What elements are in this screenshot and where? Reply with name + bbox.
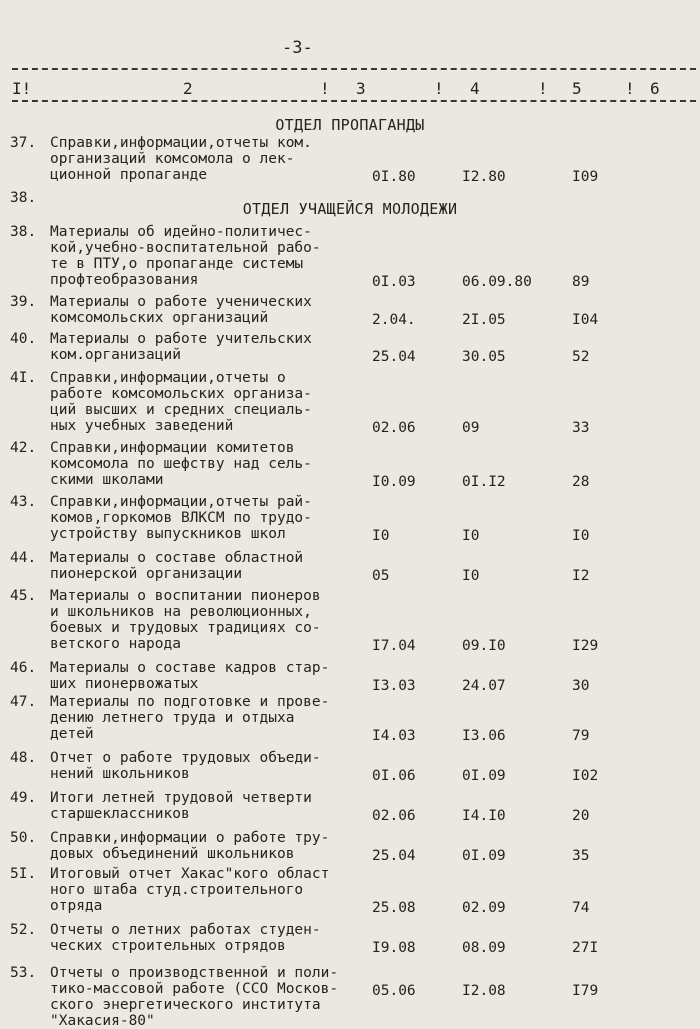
header-col-6: 6 (650, 79, 660, 98)
page-number: -3- (282, 38, 313, 58)
item-title (50, 331, 370, 363)
item-title-line: ных учебных заведений (50, 418, 234, 434)
item-title (50, 750, 370, 782)
item-title-line: ционной пропаганде (50, 167, 208, 183)
item-number: 44. (10, 550, 37, 566)
start-date: 02.06 (372, 808, 416, 824)
item-title-line: Материалы о составе областной (50, 550, 304, 566)
start-date: 0I.06 (372, 768, 416, 784)
end-date: 02.09 (462, 900, 506, 916)
start-date: 2.04. (372, 312, 416, 328)
start-date: I0 (372, 528, 390, 544)
sheet-count: I02 (572, 768, 599, 784)
header-separator: ! (625, 79, 635, 98)
item-number: 37. (10, 135, 37, 151)
start-date: 0I.03 (372, 274, 416, 290)
start-date: I7.04 (372, 638, 416, 654)
sheet-count: 20 (572, 808, 590, 824)
item-title-line: тико-массовой работе (ССО Москов- (50, 981, 339, 997)
start-date: 05 (372, 568, 390, 584)
item-title-line: Материалы о воспитании пионеров (50, 588, 321, 604)
item-title (50, 830, 370, 862)
start-date: I9.08 (372, 940, 416, 956)
item-title-line: Справки,информации,отчеты о (50, 370, 286, 386)
header-col-5: 5 (572, 79, 582, 98)
sheet-count: 33 (572, 420, 590, 436)
end-date: 2I.05 (462, 312, 506, 328)
item-title (50, 922, 370, 954)
item-number: 50. (10, 830, 37, 846)
start-date: I0.09 (372, 474, 416, 490)
sheet-count: 28 (572, 474, 590, 490)
item-title-line: ком.организаций (50, 347, 181, 363)
item-title-line: "Хакасия-80" (50, 1013, 155, 1029)
header-separator: ! (538, 79, 548, 98)
item-title-line: Итоговый отчет Хакас"кого област (50, 866, 330, 882)
item-title-line: пионерской организации (50, 566, 243, 582)
item-number: 5I. (10, 866, 37, 882)
item-number: 43. (10, 494, 37, 510)
header-separator: ! (434, 79, 444, 98)
item-title-line: профтеобразования (50, 272, 199, 288)
item-number: 46. (10, 660, 37, 676)
end-date: 0I.09 (462, 848, 506, 864)
start-date: 02.06 (372, 420, 416, 436)
item-title-line: Отчеты о летних работах студен- (50, 922, 321, 938)
item-title (50, 866, 370, 914)
item-title-line: детей (50, 726, 94, 742)
end-date: I0 (462, 568, 480, 584)
item-number: 45. (10, 588, 37, 604)
item-title-line: отряда (50, 898, 103, 914)
item-title (50, 790, 370, 822)
end-date: I3.06 (462, 728, 506, 744)
start-date: I4.03 (372, 728, 416, 744)
item-title (50, 694, 370, 742)
header-bottom-rule (12, 100, 696, 102)
item-title-line: комов,горкомов ВЛКСМ по трудо- (50, 510, 312, 526)
sheet-count: I09 (572, 169, 599, 185)
sheet-count: I2 (572, 568, 590, 584)
item-title (50, 440, 370, 488)
item-title-line: боевых и трудовых традициях со- (50, 620, 321, 636)
header-col-4: 4 (470, 79, 480, 98)
item-number: 4I. (10, 370, 37, 386)
start-date: 25.08 (372, 900, 416, 916)
item-title (50, 660, 370, 692)
sheet-count: 74 (572, 900, 590, 916)
item-title (50, 494, 370, 542)
end-date: 0I.I2 (462, 474, 506, 490)
item-title-line: те в ПТУ,о пропаганде системы (50, 256, 304, 272)
sheet-count: 35 (572, 848, 590, 864)
item-title-line: Справки,информации комитетов (50, 440, 295, 456)
item-title-line: скими школами (50, 472, 164, 488)
item-number: 38. (10, 224, 37, 240)
section-heading-student-youth: ОТДЕЛ УЧАЩЕЙСЯ МОЛОДЕЖИ (242, 200, 458, 218)
start-date: 25.04 (372, 848, 416, 864)
end-date: I2.08 (462, 983, 506, 999)
item-title-line: дению летнего труда и отдыха (50, 710, 295, 726)
start-date: I3.03 (372, 678, 416, 694)
header-top-rule (12, 68, 696, 70)
sheet-count: 27I (572, 940, 599, 956)
item-title-line: Итоги летней трудовой четверти (50, 790, 312, 806)
item-number: 42. (10, 440, 37, 456)
item-title-line: ческих строительных отрядов (50, 938, 286, 954)
item-title-line: Отчеты о производственной и поли- (50, 965, 339, 981)
end-date: 0I.09 (462, 768, 506, 784)
start-date: 25.04 (372, 349, 416, 365)
item-title-line: Справки,информации,отчеты ком. (50, 135, 312, 151)
end-date: I4.I0 (462, 808, 506, 824)
item-title-line: Справки,информации,отчеты рай- (50, 494, 312, 510)
item-title-line: организаций комсомола о лек- (50, 151, 295, 167)
item-title (50, 370, 370, 434)
end-date: 24.07 (462, 678, 506, 694)
item-title-line: ций высших и средних специаль- (50, 402, 312, 418)
header-col-1: I! (12, 79, 32, 98)
header-separator: ! (320, 79, 330, 98)
item-title-line: кой,учебно-воспитательной рабо- (50, 240, 321, 256)
section-heading-propaganda: ОТДЕЛ ПРОПАГАНДЫ (275, 116, 425, 134)
end-date: 08.09 (462, 940, 506, 956)
item-title-line: ших пионервожатых (50, 676, 199, 692)
item-title-line: и школьников на революционных, (50, 604, 312, 620)
item-number: 48. (10, 750, 37, 766)
sheet-count: 89 (572, 274, 590, 290)
item-title-line: довых объединений школьников (50, 846, 295, 862)
item-title-line: Материалы об идейно-политичес- (50, 224, 312, 240)
item-title (50, 965, 370, 1029)
header-col-2: 2 (183, 79, 193, 98)
end-date: 09.I0 (462, 638, 506, 654)
item-number: 40. (10, 331, 37, 347)
item-title-line: нений школьников (50, 766, 190, 782)
item-title (50, 224, 370, 288)
item-title-line: Материалы по подготовке и прове- (50, 694, 330, 710)
item-title-line: Отчет о работе трудовых объеди- (50, 750, 321, 766)
item-title-line: ветского народа (50, 636, 181, 652)
item-title-line: старшеклассников (50, 806, 190, 822)
item-title-line: Материалы о работе учительских (50, 331, 312, 347)
end-date: 30.05 (462, 349, 506, 365)
start-date: 0I.80 (372, 169, 416, 185)
item-title (50, 294, 370, 326)
item-number: 39. (10, 294, 37, 310)
item-number: 52. (10, 922, 37, 938)
item-title-line: Материалы о составе кадров стар- (50, 660, 330, 676)
start-date: 05.06 (372, 983, 416, 999)
sheet-count: I79 (572, 983, 599, 999)
sheet-count: I04 (572, 312, 599, 328)
item-number: 53. (10, 965, 37, 981)
item-title-line: устройству выпускников школ (50, 526, 286, 542)
end-date: I2.80 (462, 169, 506, 185)
item-title-line: Справки,информации о работе тру- (50, 830, 330, 846)
item-title-line: Материалы о работе ученических (50, 294, 312, 310)
item-number: 49. (10, 790, 37, 806)
header-col-3: 3 (356, 79, 366, 98)
sheet-count: I0 (572, 528, 590, 544)
sheet-count: 79 (572, 728, 590, 744)
item-number: 47. (10, 694, 37, 710)
item-title (50, 550, 370, 582)
sheet-count: 52 (572, 349, 590, 365)
item-title-line: работе комсомольских организа- (50, 386, 312, 402)
end-date: I0 (462, 528, 480, 544)
item-title (50, 588, 370, 652)
end-date: 06.09.80 (462, 274, 532, 290)
item-title-line: комсомола по шефству над сель- (50, 456, 312, 472)
item-title-line: ского энергетического института (50, 997, 321, 1013)
sheet-count: 30 (572, 678, 590, 694)
item-title-line: комсомольских организаций (50, 310, 269, 326)
item-number: 38. (10, 190, 37, 206)
sheet-count: I29 (572, 638, 599, 654)
item-title-line: ного штаба студ.строительного (50, 882, 304, 898)
item-title (50, 135, 370, 183)
end-date: 09 (462, 420, 480, 436)
